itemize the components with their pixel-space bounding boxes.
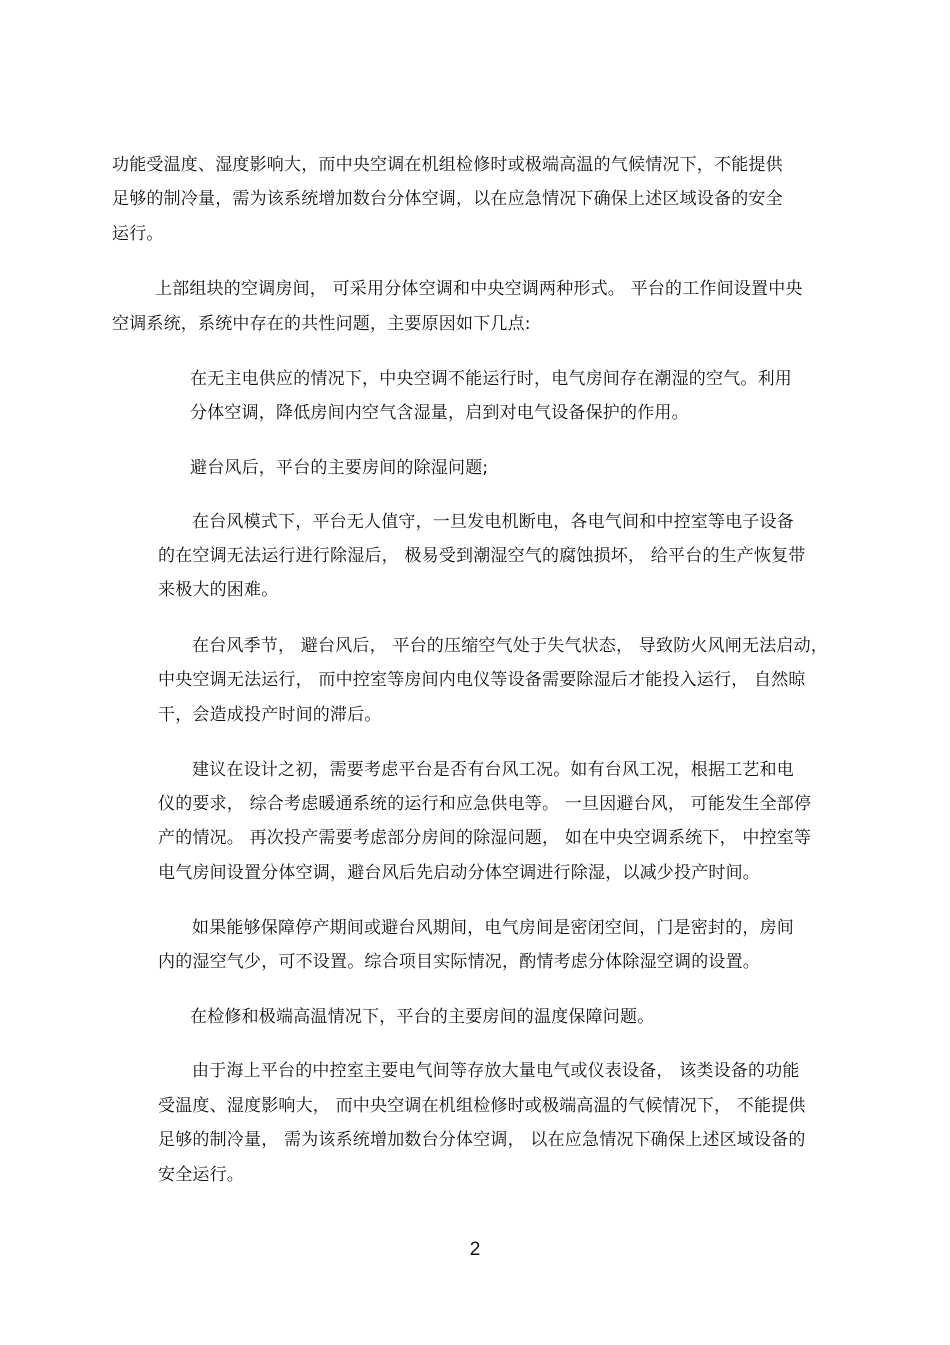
text-line: 在台风模式下，平台无人值守，一旦发电机断电，各电气间和中控室等电子设备 [192, 512, 794, 532]
text-line: 运行。 [112, 224, 164, 244]
text-line: 产的情况。 再次投产需要考虑部分房间的除湿问题， 如在中央空调系统下， 中控室等 [158, 828, 812, 848]
text-line: 足够的制冷量，需为该系统增加数台分体空调，以在应急情况下确保上述区域设备的安全 [112, 189, 783, 209]
text-line: 仪的要求， 综合考虑暖通系统的运行和应急供电等。 一旦因避台风， 可能发生全部停 [158, 794, 812, 814]
text-line: 避台风后，平台的主要房间的除湿问题; [190, 458, 489, 478]
text-line: 足够的制冷量， 需为该系统增加数台分体空调， 以在应急情况下确保上述区域设备的 [158, 1130, 806, 1150]
text-line: 空调系统，系统中存在的共性问题，主要原因如下几点: [112, 314, 531, 334]
text-line: 功能受温度、湿度影响大，而中央空调在机组检修时或极端高温的气候情况下，不能提供 [112, 155, 783, 175]
text-line: 来极大的困难。 [158, 580, 279, 600]
text-line: 由于海上平台的中控室主要电气间等存放大量电气或仪表设备， 该类设备的功能 [192, 1061, 800, 1081]
text-line: 干，会造成投产时间的滞后。 [158, 705, 382, 725]
text-line: 受温度、湿度影响大， 而中央空调在机组检修时或极端高温的气候情况下， 不能提供 [158, 1096, 806, 1116]
text-line: 电气房间设置分体空调，避台风后先启动分体空调进行除湿，以减少投产时间。 [158, 863, 760, 883]
page-number: 2 [469, 1239, 481, 1260]
text-line: 的在空调无法运行进行除湿后， 极易受到潮湿空气的腐蚀损坏， 给平台的生产恢复带 [158, 546, 806, 566]
text-line: 中央空调无法运行， 而中控室等房间内电仪等设备需要除湿后才能投入运行， 自然晾 [158, 670, 806, 690]
text-line: 在检修和极端高温情况下，平台的主要房间的温度保障问题。 [190, 1007, 655, 1027]
text-line: 分体空调，降低房间内空气含湿量，启到对电气设备保护的作用。 [190, 403, 689, 423]
text-line: 上部组块的空调房间， 可采用分体空调和中央空调两种形式。 平台的工作间设置中央 [155, 279, 803, 299]
text-line: 在无主电供应的情况下，中央空调不能运行时，电气房间存在潮湿的空气。利用 [190, 369, 792, 389]
text-line: 在台风季节， 避台风后， 平台的压缩空气处于失气状态， 导致防火风闸无法启动， [192, 636, 829, 656]
text-line: 如果能够保障停产期间或避台风期间，电气房间是密闭空间，门是密封的，房间 [192, 918, 794, 938]
text-line: 建议在设计之初，需要考虑平台是否有台风工况。如有台风工况，根据工艺和电 [192, 760, 794, 780]
text-line: 内的湿空气少，可不设置。综合项目实际情况，酌情考虑分体除湿空调的设置。 [158, 952, 760, 972]
text-line: 安全运行。 [158, 1165, 244, 1185]
